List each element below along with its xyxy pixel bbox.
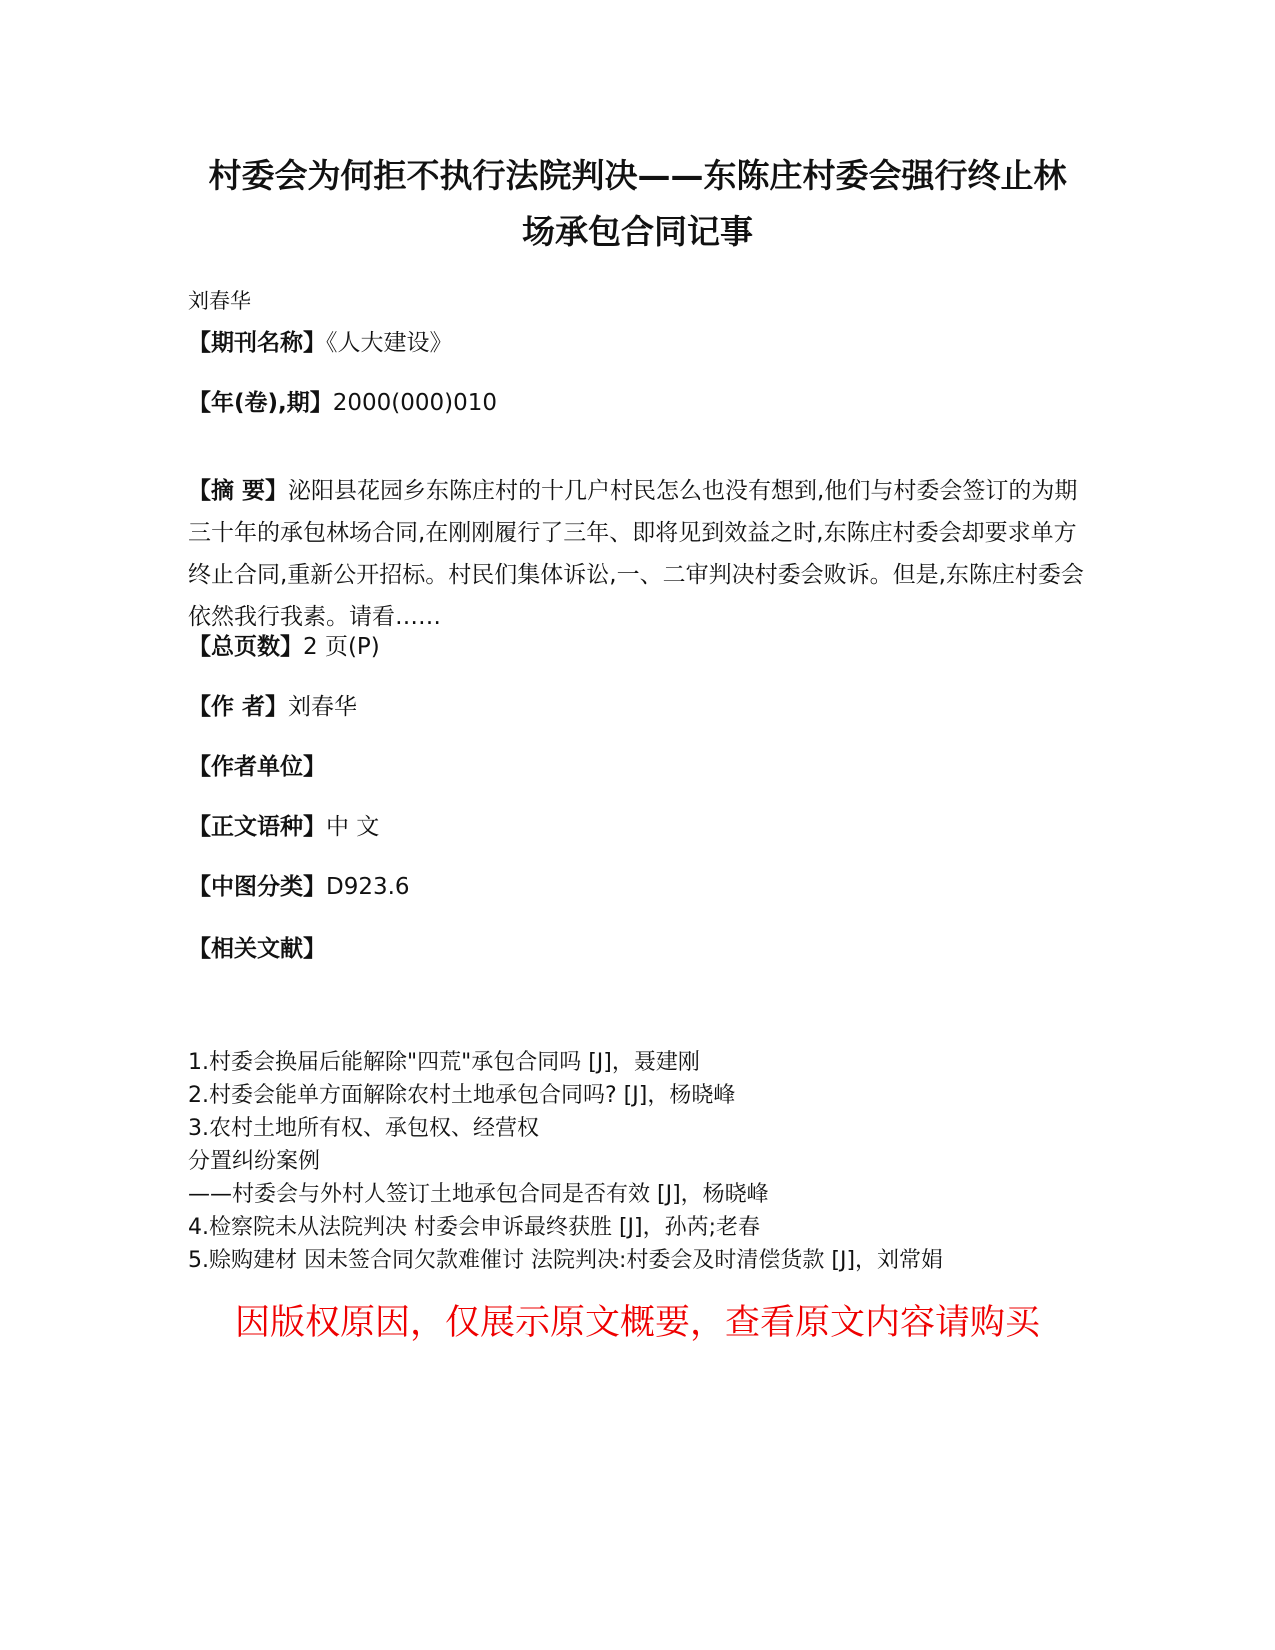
field-value: 刘春华 <box>288 694 358 720</box>
reference-list <box>188 1046 1088 1277</box>
reference-item[interactable]: 1.村委会换届后能解除"四荒"承包合同吗 [J]，聂建刚 <box>188 1050 700 1075</box>
field-label: 【总页数】 <box>188 634 303 660</box>
field-value: 2000(000)010 <box>332 390 498 416</box>
reference-item[interactable]: ——村委会与外村人签订土地承包合同是否有效 [J]，杨晓峰 <box>188 1182 769 1207</box>
field-affiliation <box>188 752 326 782</box>
field-label: 【正文语种】 <box>188 814 326 840</box>
field-value: 中 文 <box>326 814 380 840</box>
field-value: 《人大建设》 <box>326 330 453 356</box>
reference-item[interactable]: 4.检察院未从法院判决 村委会申诉最终获胜 [J]，孙芮;老春 <box>188 1215 761 1240</box>
field-label: 【期刊名称】 <box>188 330 326 356</box>
field-language <box>188 812 379 842</box>
title-line-2: 场承包合同记事 <box>522 212 753 251</box>
field-value: 2 页(P) <box>303 634 380 660</box>
field-value: D923.6 <box>326 874 410 900</box>
field-abstract <box>188 470 1088 638</box>
field-year <box>188 388 497 418</box>
reference-item[interactable]: 5.赊购建材 因未签合同欠款难催讨 法院判决:村委会及时清偿货款 [J]，刘常娟 <box>188 1248 944 1273</box>
author-header: 刘春华 <box>188 289 251 313</box>
reference-item[interactable]: 3.农村土地所有权、承包权、经营权 <box>188 1116 539 1141</box>
field-label: 【年(卷),期】 <box>188 390 333 416</box>
field-label: 【作 者】 <box>188 694 289 720</box>
reference-item[interactable]: 分置纠纷案例 <box>188 1149 321 1174</box>
field-pages <box>188 632 380 662</box>
field-label: 【作者单位】 <box>188 754 326 780</box>
field-label: 【相关文献】 <box>188 936 326 962</box>
document-title <box>180 148 1095 260</box>
abstract-text: 泌阳县花园乡东陈庄村的十几户村民怎么也没有想到,他们与村委会签订的为期三十年的承包林场合同,在刚刚履行了三年、即将见到效益之时,东陈庄村委会却要求单方终止合同,重新公开招标。村民们集体诉讼,一、二审判决村委会败诉。但是,东陈庄村委会依然我行我素。请看…… <box>188 478 1084 630</box>
copyright-notice: 因版权原因，仅展示原文概要，查看原文内容请购买 <box>234 1303 1040 1343</box>
field-related <box>188 934 326 964</box>
title-line-1: 村委会为何拒不执行法院判决——东陈庄村委会强行终止林 <box>208 156 1067 195</box>
field-journal <box>188 328 453 358</box>
field-author <box>188 692 357 722</box>
field-label: 【中图分类】 <box>188 874 326 900</box>
field-label: 【摘 要】 <box>188 478 289 504</box>
reference-item[interactable]: 2.村委会能单方面解除农村土地承包合同吗? [J]，杨晓峰 <box>188 1083 736 1108</box>
field-classification <box>188 872 410 902</box>
